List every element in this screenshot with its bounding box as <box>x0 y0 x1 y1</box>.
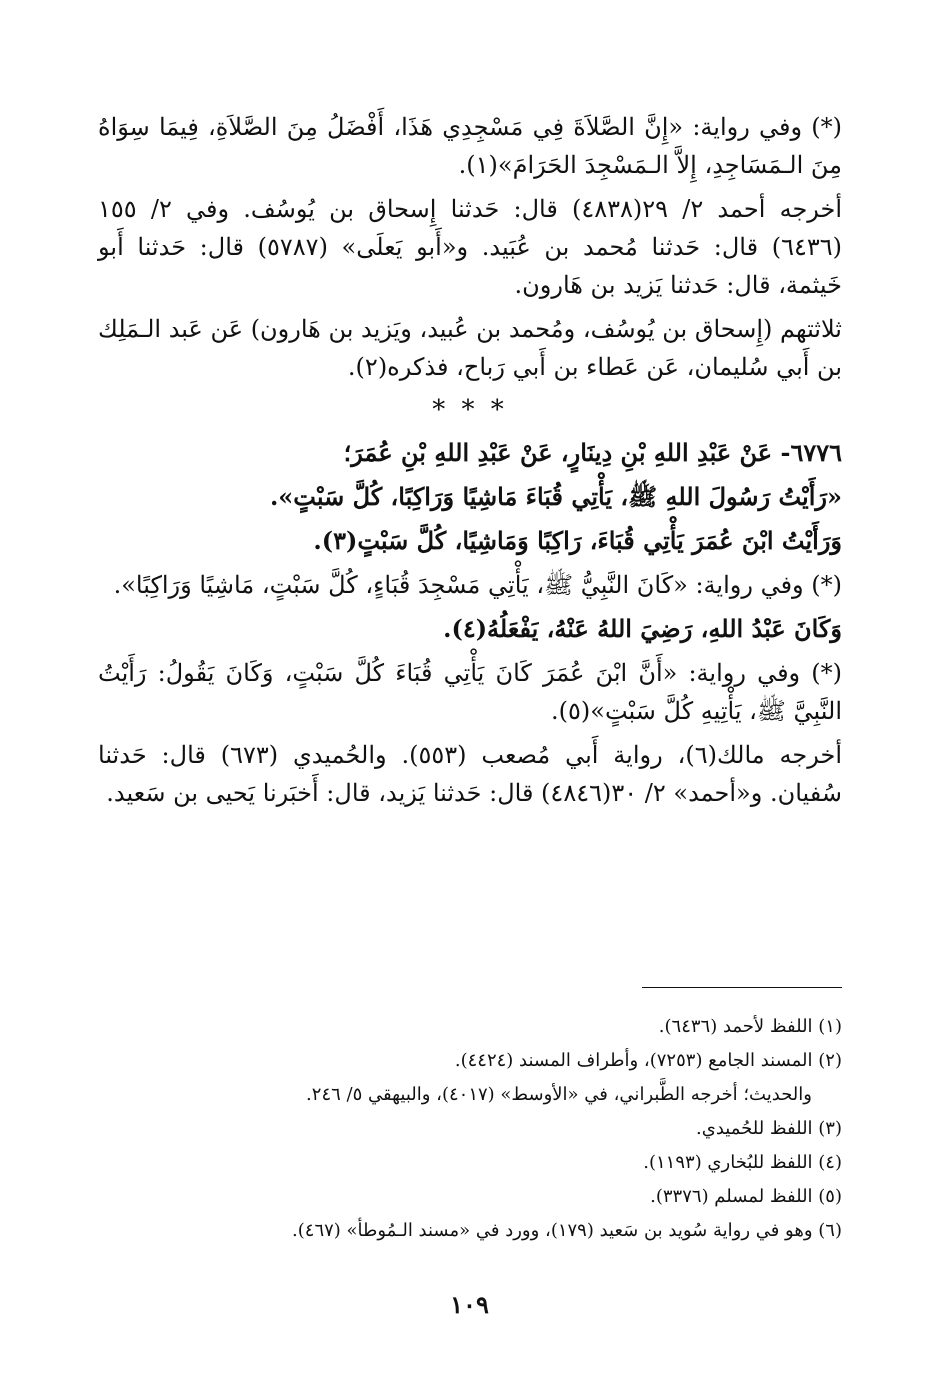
page-number: ١٠٩ <box>450 1290 489 1319</box>
footnote-continuation: والحديث؛ أخرجه الطَّبراني، في «الأوسط» (٤٠١٧)، والبيهقي ٥/ ٢٤٦. <box>306 1084 812 1105</box>
footnote: (١) اللفظ لأحمد (٦٤٣٦). <box>658 1016 842 1037</box>
footnote: (٥) اللفظ لمسلم (٣٣٧٦). <box>650 1186 842 1207</box>
hadith-text: «رَأَيْتُ رَسُولَ اللهِ ﷺ، يَأْتِي قُبَاءَ مَاشِيًا وَرَاكِبًا، كُلَّ سَبْتٍ». <box>269 482 842 511</box>
footnotes <box>98 1010 842 1248</box>
main-text <box>98 108 842 818</box>
hadith-number: ٦٧٧٦- <box>780 438 842 467</box>
narration-variant-paragraph: (*) وفي رواية: «أَنَّ ابْنَ عُمَرَ كَانَ يَأْتِي قُبَاءَ كُلَّ سَبْتٍ، وَكَانَ يَقُولُ: رَأَيْتُ النَّبِيَّ ﷺ، يَأْتِيهِ كُلَّ سَبْتٍ»(٥). <box>98 659 842 725</box>
footnote: (٣) اللفظ للحُميدي. <box>696 1118 842 1139</box>
narration-variant-paragraph: (*) وفي رواية: «إِنَّ الصَّلاَةَ فِي مَسْجِدِي هَذَا، أَفْضَلُ مِنَ الصَّلاَةِ، فِيمَا سِوَاهُ مِنَ الـمَسَاجِدِ، إِلاَّ الـمَسْجِدَ الحَرَامَ»(١). <box>98 113 842 179</box>
footnote: (٢) المسند الجامع (٧٢٥٣)، وأطراف المسند (٤٤٢٤). <box>454 1050 842 1071</box>
footnote-divider <box>642 987 842 988</box>
takhrij-paragraph: أخرجه مالك(٦)، رواية أَبي مُصعب (٥٥٣). والحُميدي (٦٧٣) قال: حَدثنا سُفيان. و«أحمد» ٢/ ٣٠(٤٨٤٦) قال: حَدثنا يَزيد، قال: أَخبَرنا يَحيى بن سَعيد. <box>98 741 842 807</box>
hadith-chain: عَنْ عَبْدِ اللهِ بْنِ دِينَارٍ، عَنْ عَبْدِ اللهِ بْنِ عُمَرَ؛ <box>343 438 773 467</box>
isnad-paragraph: ثلاثتهم (إِسحاق بن يُوسُف، ومُحمد بن عُبيد، ويَزيد بن هَارون) عَن عَبد الـمَلِك بن أَبي سُليمان، عَن عَطاء بن أَبي رَباح، فذكره(٢). <box>98 315 842 381</box>
hadith-text: وَكَانَ عَبْدُ اللهِ، رَضِيَ اللهُ عَنْهُ، يَفْعَلُهُ(٤). <box>443 614 842 643</box>
footnote: (٤) اللفظ للبُخاري (١١٩٣). <box>643 1152 842 1173</box>
hadith-text: وَرَأَيْتُ ابْنَ عُمَرَ يَأْتِي قُبَاءَ، رَاكِبًا وَمَاشِيًا، كُلَّ سَبْتٍ(٣). <box>313 526 842 555</box>
narration-variant-paragraph: (*) وفي رواية: «كَانَ النَّبِيُّ ﷺ، يَأْتِي مَسْجِدَ قُبَاءٍ، كُلَّ سَبْتٍ، مَاشِيًا وَرَاكِبًا». <box>113 571 842 599</box>
section-separator: * * * <box>432 395 508 425</box>
takhrij-paragraph: أخرجه أحمد ٢/ ٢٩(٤٨٣٨) قال: حَدثنا إِسحاق بن يُوسُف. وفي ٢/ ١٥٥ (٦٤٣٦) قال: حَدثنا مُحمد بن عُبَيد. و«أَبو يَعلَى» (٥٧٨٧) قال: حَدثنا أَبو خَيثمة، قال: حَدثنا يَزيد بن هَارون. <box>98 195 843 299</box>
footnote: (٦) وهو في رواية سُويد بن سَعيد (١٧٩)، وورد في «مسند الـمُوطأ» (٤٦٧). <box>292 1220 842 1241</box>
hadith-opening <box>98 434 842 472</box>
